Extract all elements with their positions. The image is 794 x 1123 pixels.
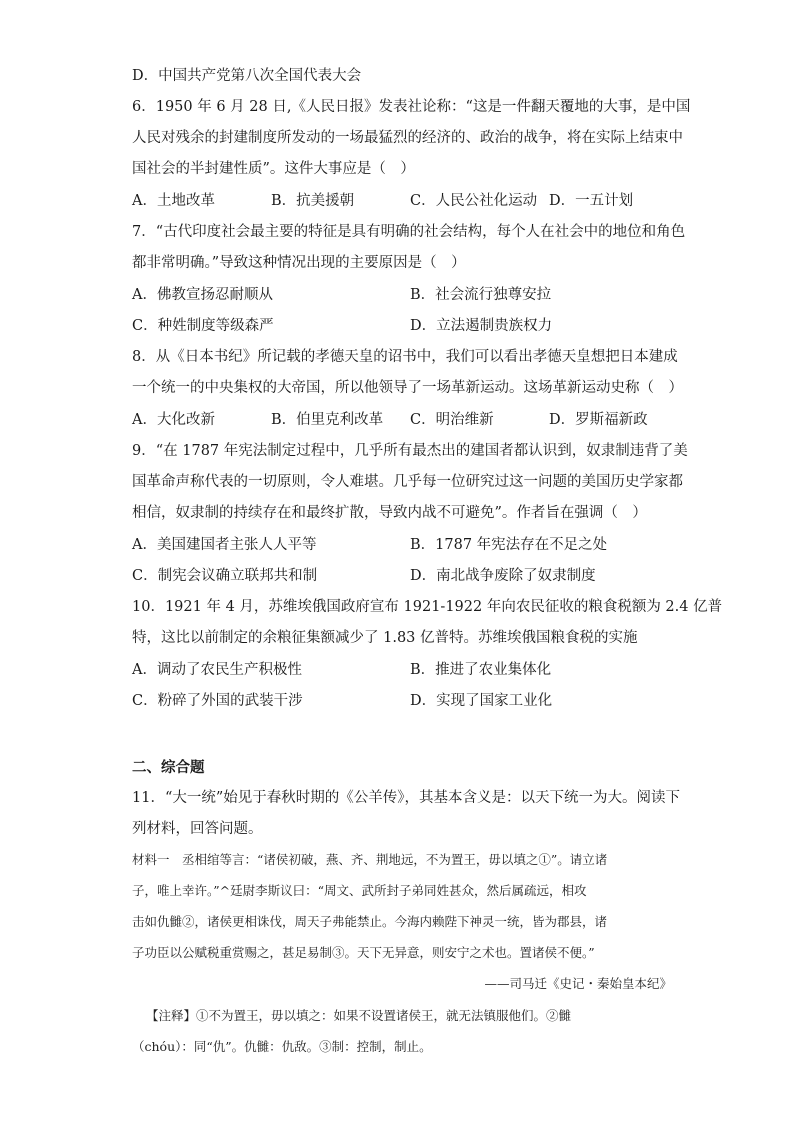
q8-stem-line-2: 一个统一的中央集权的大帝国，所以他领导了一场革新运动。这场革新运动史称（ ） — [132, 380, 683, 396]
q9-option-b: B．1787 年宪法存在不足之处 — [410, 537, 608, 553]
q10-option-a: A．调动了农民生产积极性 — [132, 662, 302, 678]
q8-stem-line-1: 8．从《日本书纪》所记载的孝德天皇的诏书中，我们可以看出孝德天皇想把日本建成 — [132, 349, 678, 365]
q6-option-d: D．一五计划 — [549, 193, 634, 209]
q11-stem-line-1: 11．“大一统”始见于春秋时期的《公羊传》，其基本含义是：以天下统一为大。阅读下 — [132, 790, 681, 806]
q8-option-d: D．罗斯福新政 — [549, 412, 648, 428]
q9-stem-line-1: 9．“在 1787 年宪法制定过程中，几乎所有最杰出的建国者都认识到，奴隶制违背了美 — [132, 443, 688, 459]
q7-stem-line-1: 7．“古代印度社会最主要的特征是具有明确的社会结构，每个人在社会中的地位和角色 — [132, 224, 686, 240]
q7-option-d: D．立法遏制贵族权力 — [410, 318, 553, 334]
q10-option-c: C．粉碎了外国的武装干涉 — [132, 693, 303, 709]
q11-material-line-4: 子功臣以公赋税重赏赐之，甚足易制③。天下无异意，则安宁之术也。置诸侯不便。” — [132, 945, 595, 960]
q7-option-a: A．佛教宣扬忍耐顺从 — [132, 287, 273, 303]
q9-option-d: D．南北战争废除了奴隶制度 — [410, 568, 596, 584]
q10-stem-line-1: 10．1921 年 4 月，苏维埃俄国政府宣布 1921-1922 年向农民征收的粮食税额为 2.4 亿普 — [132, 599, 723, 615]
q6-option-b: B．抗美援朝 — [271, 193, 355, 209]
q10-option-d: D．实现了国家工业化 — [410, 693, 553, 709]
q9-stem-line-2: 国革命声称代表的一切原则，令人难堪。几乎每一位研究过这一问题的美国历史学家都 — [132, 474, 683, 490]
q6-stem-line-1: 6．1950 年 6 月 28 日,《人民日报》发表社论称：“这是一件翻天覆地的大事，是中国 — [132, 99, 691, 115]
q6-option-a: A．土地改革 — [132, 193, 215, 209]
q7-option-b: B．社会流行独尊安拉 — [410, 287, 552, 303]
q11-material-source: ——司马迁《史记・秦始皇本纪》 — [484, 976, 672, 991]
q10-option-b: B．推进了农业集体化 — [410, 662, 552, 678]
q11-stem-line-2: 列材料，回答问题。 — [132, 821, 263, 837]
section-heading: 二、综合题 — [132, 759, 205, 776]
q11-material-line-1: 材料一 丞相绾等言：“诸侯初破，燕、齐、荆地远，不为置王，毋以填之①”。请立诸 — [132, 852, 608, 867]
q7-stem-line-2: 都非常明确。”导致这种情况出现的主要原因是（ ） — [132, 255, 466, 271]
q7-option-c: C．种姓制度等级森严 — [132, 318, 274, 334]
q11-note-line-1: 【注释】①不为置王，毋以填之：如果不设置诸侯王，就无法镇服他们。②雠 — [146, 1008, 572, 1023]
q8-option-c: C．明治维新 — [410, 412, 494, 428]
q6-stem-line-3: 国社会的半封建性质”。这件大事应是（ ） — [132, 161, 415, 177]
q8-option-b: B．伯里克利改革 — [271, 412, 384, 428]
q6-stem-line-2: 人民对残余的封建制度所发动的一场最猛烈的经济的、政治的战争，将在实际上结束中 — [132, 130, 683, 146]
q11-material-line-3: 击如仇雠②，诸侯更相诛伐，周天子弗能禁止。今海内赖陛下神灵一统，皆为郡县，诸 — [132, 914, 608, 929]
q9-option-c: C．制宪会议确立联邦共和制 — [132, 568, 318, 584]
q10-stem-line-2: 特，这比以前制定的余粮征集额减少了 1.83 亿普特。苏维埃俄国粮食税的实施 — [132, 630, 638, 646]
q11-material-line-2: 子，唯上幸许。”^廷尉李斯议曰：“周文、武所封子弟同姓甚众，然后属疏远，相攻 — [132, 883, 587, 898]
q8-option-a: A．大化改新 — [132, 412, 215, 428]
q9-option-a: A．美国建国者主张人人平等 — [132, 537, 317, 553]
q9-stem-line-3: 相信，奴隶制的持续存在和最终扩散，导致内战不可避免”。作者旨在强调（ ） — [132, 505, 647, 521]
q5-option-d: D．中国共产党第八次全国代表大会 — [132, 68, 362, 84]
q11-note-line-2: （chóu）：同“仇”。仇雠：仇敌。③制：控制，制止。 — [132, 1039, 432, 1054]
q6-option-c: C．人民公社化运动 — [410, 193, 538, 209]
